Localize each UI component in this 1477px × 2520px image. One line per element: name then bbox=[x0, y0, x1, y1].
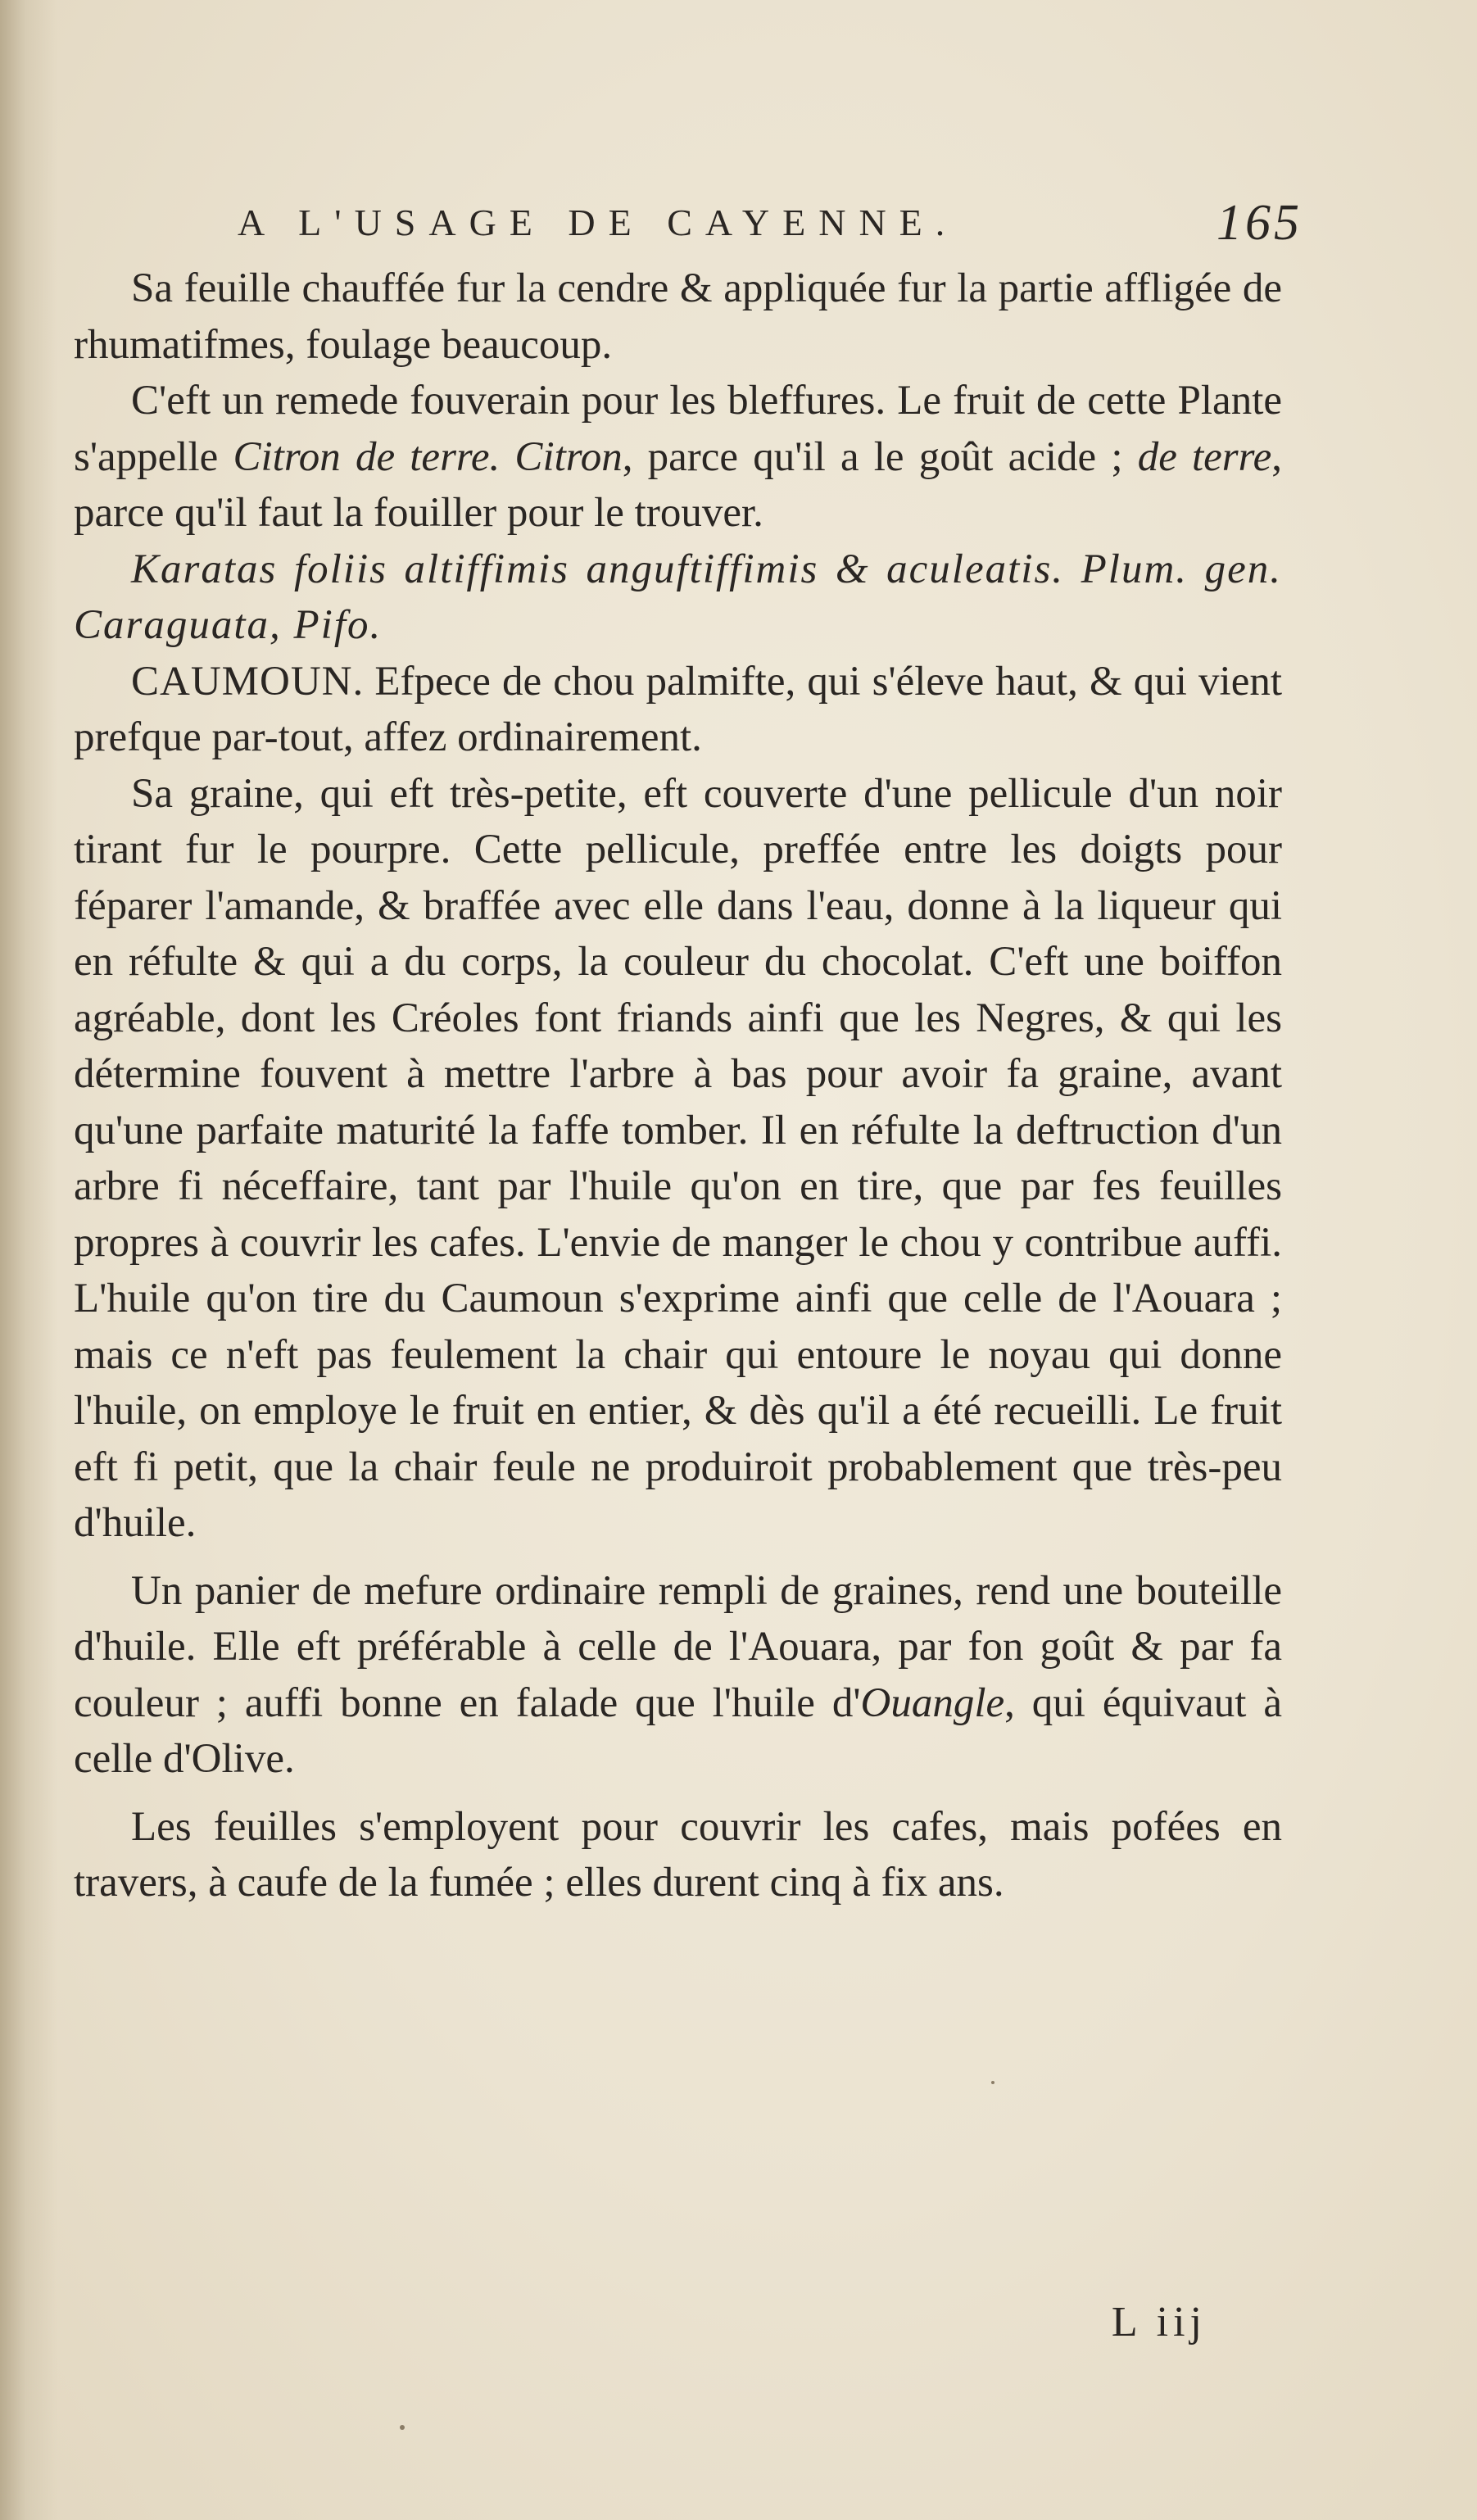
paper-speck bbox=[400, 2425, 405, 2430]
paragraph: Sa graine, qui eft très-petite, eft couverte d'une pellicule d'un noir tirant fur le pourpre. Cette pellicule, preffée entre les doigts pour féparer l'amande, & braffée avec elle dans l'eau, donne à la liqueur qui en réfulte & qui a du corps, la couleur du chocolat. C'eft une boiffon agréable, dont les Créoles font friands ainfi que les Negres, & qui les détermine fouvent à mettre l'arbre à bas pour avoir fa graine, avant qu'une parfaite maturité la faffe tomber. Il en réfulte la deftruction d'un arbre fi néceffaire, tant par l'huile qu'on en tire, que par fes feuilles propres à couvrir les cafes. L'envie de manger le chou y contribue auffi. L'huile qu'on tire du Caumoun s'exprime ainfi que celle de l'Aouara ; mais ce n'eft pas feulement la chair qui entoure le noyau qui donne l'huile, on employe le fruit en entier, & dès qu'il a été recueilli. Le fruit eft fi petit, que la chair feule ne produiroit probablement que très-peu d'huile. bbox=[74, 770, 1282, 1546]
latin-citation: Karatas foliis altiffimis anguftiffimis & aculeatis. Plum. gen. Caraguata, Pifo. bbox=[74, 546, 1282, 648]
italic-term: de terre bbox=[1137, 433, 1272, 480]
italic-term: Citron de terre. Citron bbox=[233, 433, 623, 480]
signature-mark: L iij bbox=[1111, 2299, 1207, 2346]
text-run: , qui équivaut à celle d'Olive. bbox=[74, 1679, 1282, 1782]
paragraph bbox=[74, 654, 1282, 766]
paragraph bbox=[74, 373, 1282, 542]
text-run: C'eft un remede fouverain pour les bleffures. Le fruit de cette Plante s'appelle bbox=[74, 378, 1282, 480]
paragraph: Les feuilles s'employent pour couvrir les cafes, mais pofées en travers, à caufe de la fumée ; elles durent cinq à fix ans. bbox=[74, 1803, 1282, 1906]
body-text bbox=[74, 261, 1282, 1911]
text-run: , parce qu'il a le goût acide ; bbox=[622, 433, 1138, 480]
paragraph: Sa feuille chauffée fur la cendre & appliquée fur la partie affligée de rhumatifmes, foulage beaucoup. bbox=[74, 265, 1282, 368]
text-run: , parce qu'il faut la fouiller pour le trouver. bbox=[74, 433, 1282, 536]
running-head-title: A L'USAGE DE CAYENNE. bbox=[238, 202, 958, 243]
text-run: . Efpece de chou palmifte, qui s'éleve haut, & qui vient prefque par-tout, affez ordinairement. bbox=[74, 658, 1282, 760]
page-number: 165 bbox=[1216, 195, 1303, 251]
paragraph bbox=[74, 1563, 1282, 1788]
paper-speck bbox=[991, 2081, 994, 2084]
entry-headword: CAUMOUN bbox=[131, 658, 353, 705]
italic-term: Ouangle bbox=[860, 1679, 1005, 1726]
text-run: Un panier de mefure ordinaire rempli de graines, rend une bouteille d'huile. Elle eft préférable à celle de l'Aouara, par fon goût & par fa couleur ; auffi bonne en falade que l'huile d' bbox=[74, 1567, 1282, 1726]
binding-shadow bbox=[0, 0, 57, 2520]
